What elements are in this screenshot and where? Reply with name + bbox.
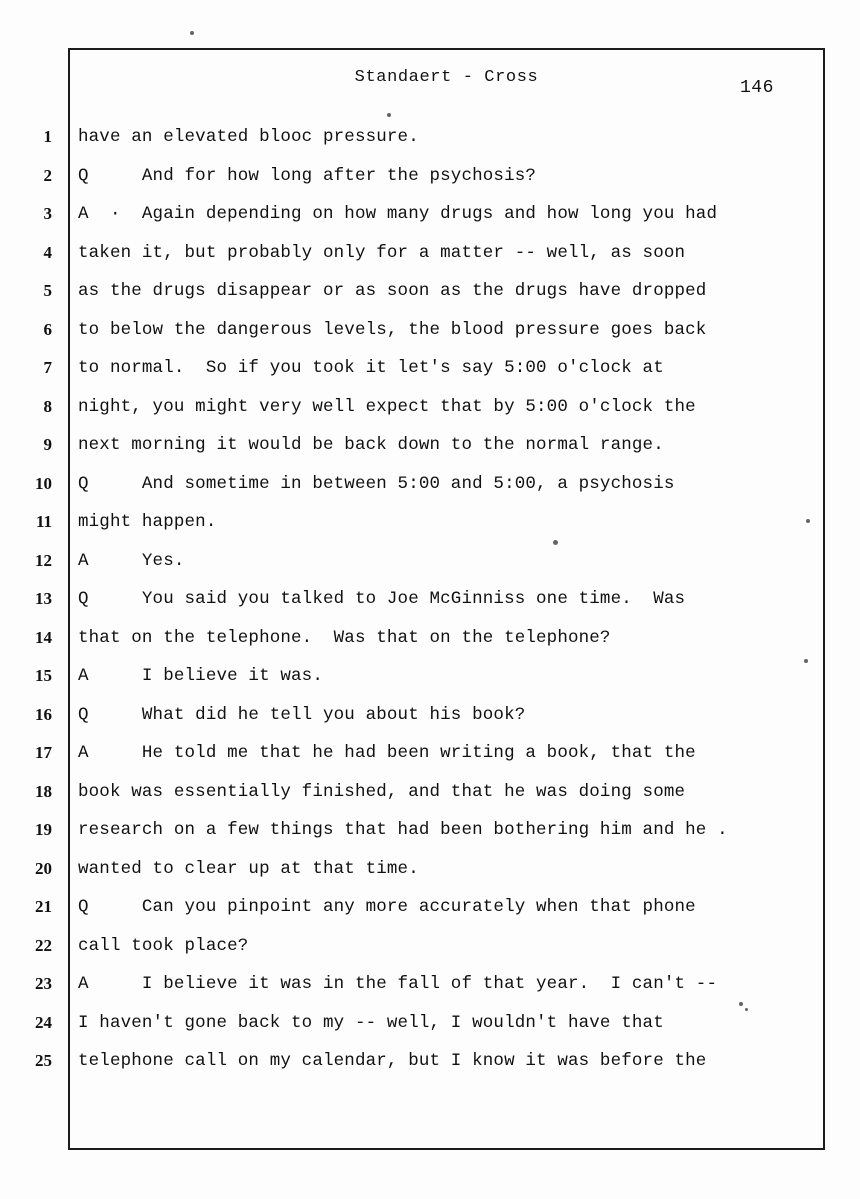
transcript-line: [0, 349, 860, 388]
line-number: 9: [43, 435, 52, 454]
page-header-title: Standaert - Cross: [354, 68, 539, 87]
line-number: 17: [35, 743, 52, 762]
line-text: A Yes.: [78, 550, 185, 571]
line-number: 6: [43, 319, 52, 339]
line-text: have an elevated blooc pressure.: [78, 127, 419, 147]
line-number: 11: [35, 512, 52, 531]
transcript-line: [0, 542, 860, 581]
transcript-line: [0, 1042, 860, 1081]
scan-speck: [553, 540, 558, 545]
line-text: Q And for how long after the psychosis?: [78, 165, 537, 186]
line-number: 8: [43, 396, 52, 416]
line-number: 21: [35, 897, 52, 916]
line-text: taken it, but probably only for a matter -- well, as soon: [78, 242, 686, 263]
scan-speck: [804, 659, 808, 663]
line-number: 23: [35, 974, 52, 993]
line-text: to normal. So if you took it let's say 5:00 o'clock at: [78, 358, 664, 378]
transcript-line: [0, 734, 860, 773]
scan-speck: [739, 1002, 743, 1006]
line-text: might happen.: [78, 512, 217, 532]
line-number: 10: [35, 473, 52, 493]
transcript-body: [0, 118, 860, 1081]
line-text: telephone call on my calendar, but I know it was before the: [78, 1051, 707, 1071]
scan-speck: [745, 1008, 748, 1011]
line-number: 5: [43, 281, 52, 300]
transcript-line: [0, 118, 860, 157]
line-text: Q And sometime in between 5:00 and 5:00, a psychosis: [78, 473, 675, 494]
transcript-line: [0, 965, 860, 1004]
line-number: 12: [35, 550, 52, 570]
line-text: A I believe it was in the fall of that year. I can't --: [78, 974, 718, 994]
line-number: 2: [43, 165, 52, 185]
line-text: I haven't gone back to my -- well, I wouldn't have that: [78, 1012, 664, 1033]
transcript-line: [0, 850, 860, 889]
line-text: that on the telephone. Was that on the telephone?: [78, 627, 611, 648]
line-number: 7: [43, 358, 52, 377]
line-text: Q Can you pinpoint any more accurately when that phone: [78, 897, 696, 917]
line-number: 18: [35, 781, 52, 801]
transcript-line: [0, 388, 860, 427]
scan-speck: [190, 31, 194, 35]
transcript-line: [0, 234, 860, 273]
line-text: to below the dangerous levels, the blood pressure goes back: [78, 319, 707, 340]
transcript-line: [0, 195, 860, 234]
line-number: 16: [35, 704, 52, 724]
line-text: research on a few things that had been bothering him and he .: [78, 820, 728, 840]
scan-speck: [387, 113, 391, 117]
transcript-line: [0, 1004, 860, 1043]
line-number: 19: [35, 820, 52, 839]
line-text: Q What did he tell you about his book?: [78, 704, 526, 725]
transcript-line: [0, 657, 860, 696]
scan-speck: [806, 519, 810, 523]
line-text: next morning it would be back down to the normal range.: [78, 435, 664, 455]
line-number: 22: [35, 935, 52, 955]
line-text: A · Again depending on how many drugs and how long you had: [78, 204, 718, 224]
transcript-line: [0, 426, 860, 465]
line-number: 15: [35, 666, 52, 685]
line-text: A He told me that he had been writing a book, that the: [78, 743, 696, 763]
line-number: 24: [35, 1012, 52, 1032]
transcript-line: [0, 773, 860, 812]
transcript-line: [0, 888, 860, 927]
line-text: as the drugs disappear or as soon as the drugs have dropped: [78, 281, 707, 301]
line-number: 4: [43, 242, 52, 262]
transcript-line: [0, 465, 860, 504]
transcript-line: [0, 580, 860, 619]
line-number: 25: [35, 1051, 52, 1070]
transcript-line: [0, 503, 860, 542]
transcript-line: [0, 696, 860, 735]
transcript-line: [0, 927, 860, 966]
line-number: 3: [43, 204, 52, 223]
transcript-line: [0, 811, 860, 850]
transcript-line: [0, 619, 860, 658]
line-text: book was essentially finished, and that he was doing some: [78, 781, 686, 802]
line-number: 14: [35, 627, 52, 647]
transcript-line: [0, 157, 860, 196]
line-number: 13: [35, 589, 52, 608]
page-number: 146: [740, 78, 774, 98]
line-text: wanted to clear up at that time.: [78, 858, 419, 879]
line-number: 1: [43, 127, 52, 146]
transcript-line: [0, 272, 860, 311]
transcript-line: [0, 311, 860, 350]
line-text: Q You said you talked to Joe McGinniss one time. Was: [78, 589, 686, 609]
line-number: 20: [35, 858, 52, 878]
line-text: A I believe it was.: [78, 666, 323, 686]
line-text: call took place?: [78, 935, 249, 956]
line-text: night, you might very well expect that by 5:00 o'clock the: [78, 396, 696, 417]
